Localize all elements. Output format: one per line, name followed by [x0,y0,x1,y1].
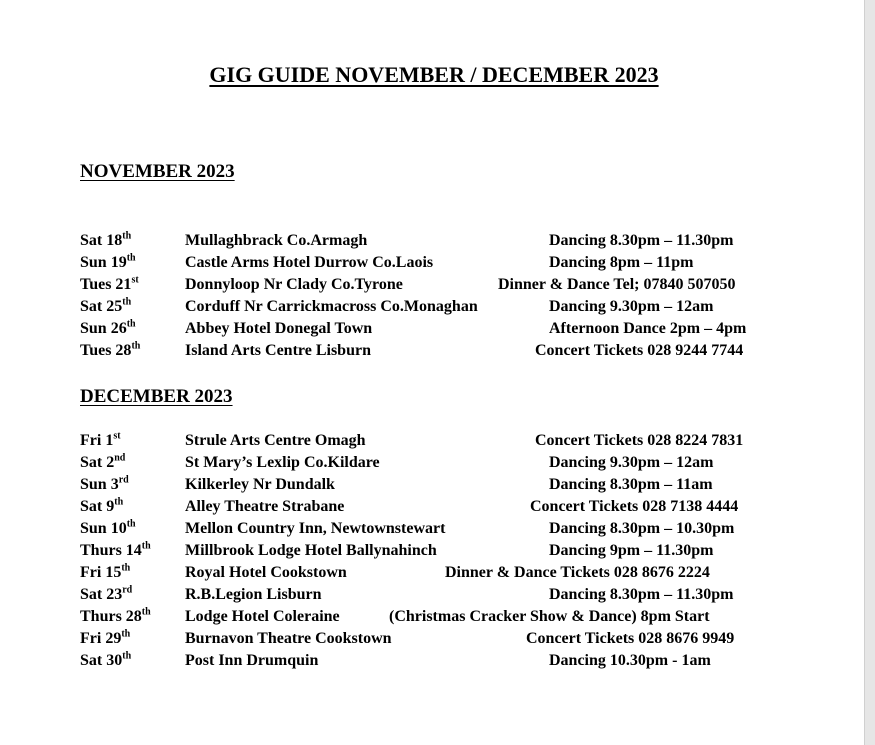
gig-row [0,608,864,630]
gig-date [80,320,136,338]
gig-date-suffix: th [122,230,132,242]
gig-venue: Island Arts Centre Lisburn [185,342,371,359]
gig-date [80,564,130,582]
gig-date-suffix: th [141,540,151,552]
gig-venue: Mellon Country Inn, Newtownstewart [185,520,446,537]
gig-venue: Donnyloop Nr Clady Co.Tyrone [185,276,403,293]
gig-details: Dancing 8.30pm – 11.30pm [549,586,734,603]
gig-venue: Mullaghbrack Co.Armagh [185,232,368,249]
gig-row [0,652,864,674]
gig-date-suffix: st [131,274,139,286]
gig-row [0,298,864,320]
gig-date-suffix: th [121,562,131,574]
gig-date [80,298,131,316]
december-heading: DECEMBER 2023 [80,386,233,407]
gig-date-day: Fri 1 [80,432,114,449]
gig-details: Dancing 8.30pm – 11am [549,476,713,493]
gig-row [0,276,864,298]
gig-details: (Christmas Cracker Show & Dance) 8pm Start [389,608,710,625]
gig-row [0,232,864,254]
gig-date [80,608,151,626]
gig-details: Dancing 9pm – 11.30pm [549,542,714,559]
gig-date [80,454,125,472]
gig-details: Concert Tickets 028 8224 7831 [535,432,744,449]
gig-details: Dancing 8.30pm – 10.30pm [549,520,735,537]
gig-venue: Castle Arms Hotel Durrow Co.Laois [185,254,434,271]
gig-row [0,342,864,364]
gig-date-suffix: rd [122,584,133,596]
gig-details: Concert Tickets 028 8676 9949 [526,630,735,647]
gig-row [0,520,864,542]
gig-date-suffix: th [126,318,136,330]
gig-details: Dinner & Dance Tickets 028 8676 2224 [445,564,710,581]
gig-venue: Post Inn Drumquin [185,652,319,669]
gig-date-day: Sat 25 [80,298,123,315]
gig-row [0,254,864,276]
gig-date-day: Sat 23 [80,586,123,603]
gig-date-suffix: th [141,606,151,618]
gig-date [80,254,136,272]
gig-date-suffix: th [121,628,131,640]
gig-date [80,630,130,648]
gig-date-day: Thurs 14 [80,542,142,559]
gig-date [80,520,136,538]
gig-date-suffix: nd [114,452,126,464]
gig-date-day: Sat 18 [80,232,123,249]
gig-row [0,498,864,520]
gig-date [80,542,151,560]
gig-venue: Lodge Hotel Coleraine [185,608,340,625]
gig-date-day: Fri 15 [80,564,122,581]
gig-date [80,276,139,294]
gig-date [80,232,131,250]
gig-venue: Alley Theatre Strabane [185,498,345,515]
gig-row [0,320,864,342]
gig-date-day: Sat 2 [80,454,115,471]
gig-details: Dancing 10.30pm - 1am [549,652,711,669]
gig-date-day: Sun 19 [80,254,127,271]
gig-date [80,432,121,450]
gig-row [0,542,864,564]
page-title: GIG GUIDE NOVEMBER / DECEMBER 2023 [209,62,659,87]
gig-row [0,476,864,498]
gig-details: Concert Tickets 028 7138 4444 [530,498,739,515]
gig-date-suffix: st [113,430,121,442]
gig-date-suffix: th [131,340,141,352]
gig-date-day: Sun 3 [80,476,119,493]
gig-venue: Strule Arts Centre Omagh [185,432,366,449]
gig-details: Afternoon Dance 2pm – 4pm [549,320,747,337]
gig-details: Dancing 8pm – 11pm [549,254,694,271]
gig-date-day: Tues 28 [80,342,132,359]
gig-row [0,564,864,586]
gig-date-day: Sun 10 [80,520,127,537]
gig-venue: Burnavon Theatre Cookstown [185,630,392,647]
gig-date [80,652,131,670]
gig-row [0,630,864,652]
gig-date-suffix: th [114,496,124,508]
gig-details: Dancing 9.30pm – 12am [549,298,714,315]
gig-date-suffix: th [122,650,132,662]
gig-date [80,342,140,360]
gig-date [80,476,129,494]
gig-date-day: Sun 26 [80,320,127,337]
gig-date-suffix: th [126,518,136,530]
gig-row [0,586,864,608]
gig-venue: Millbrook Lodge Hotel Ballynahinch [185,542,437,559]
gig-date [80,586,132,604]
gig-details: Concert Tickets 028 9244 7744 [535,342,744,359]
gig-date-day: Sat 9 [80,498,115,515]
gig-details: Dancing 8.30pm – 11.30pm [549,232,734,249]
gig-date-suffix: th [122,296,132,308]
gig-venue: St Mary’s Lexlip Co.Kildare [185,454,380,471]
gig-date-day: Sat 30 [80,652,123,669]
gig-date-suffix: th [126,252,136,264]
gig-venue: Royal Hotel Cookstown [185,564,347,581]
gig-venue: Corduff Nr Carrickmacross Co.Monaghan [185,298,478,315]
vertical-scrollbar[interactable] [864,0,875,745]
gig-venue: R.B.Legion Lisburn [185,586,322,603]
gig-date-day: Fri 29 [80,630,122,647]
gig-date-suffix: rd [118,474,129,486]
gig-row [0,454,864,476]
gig-date [80,498,123,516]
gig-date-day: Thurs 28 [80,608,142,625]
gig-venue: Abbey Hotel Donegal Town [185,320,373,337]
gig-details: Dancing 9.30pm – 12am [549,454,714,471]
gig-row [0,432,864,454]
november-heading: NOVEMBER 2023 [80,161,235,182]
gig-date-day: Tues 21 [80,276,132,293]
gig-venue: Kilkerley Nr Dundalk [185,476,335,493]
gig-details: Dinner & Dance Tel; 07840 507050 [498,276,736,293]
